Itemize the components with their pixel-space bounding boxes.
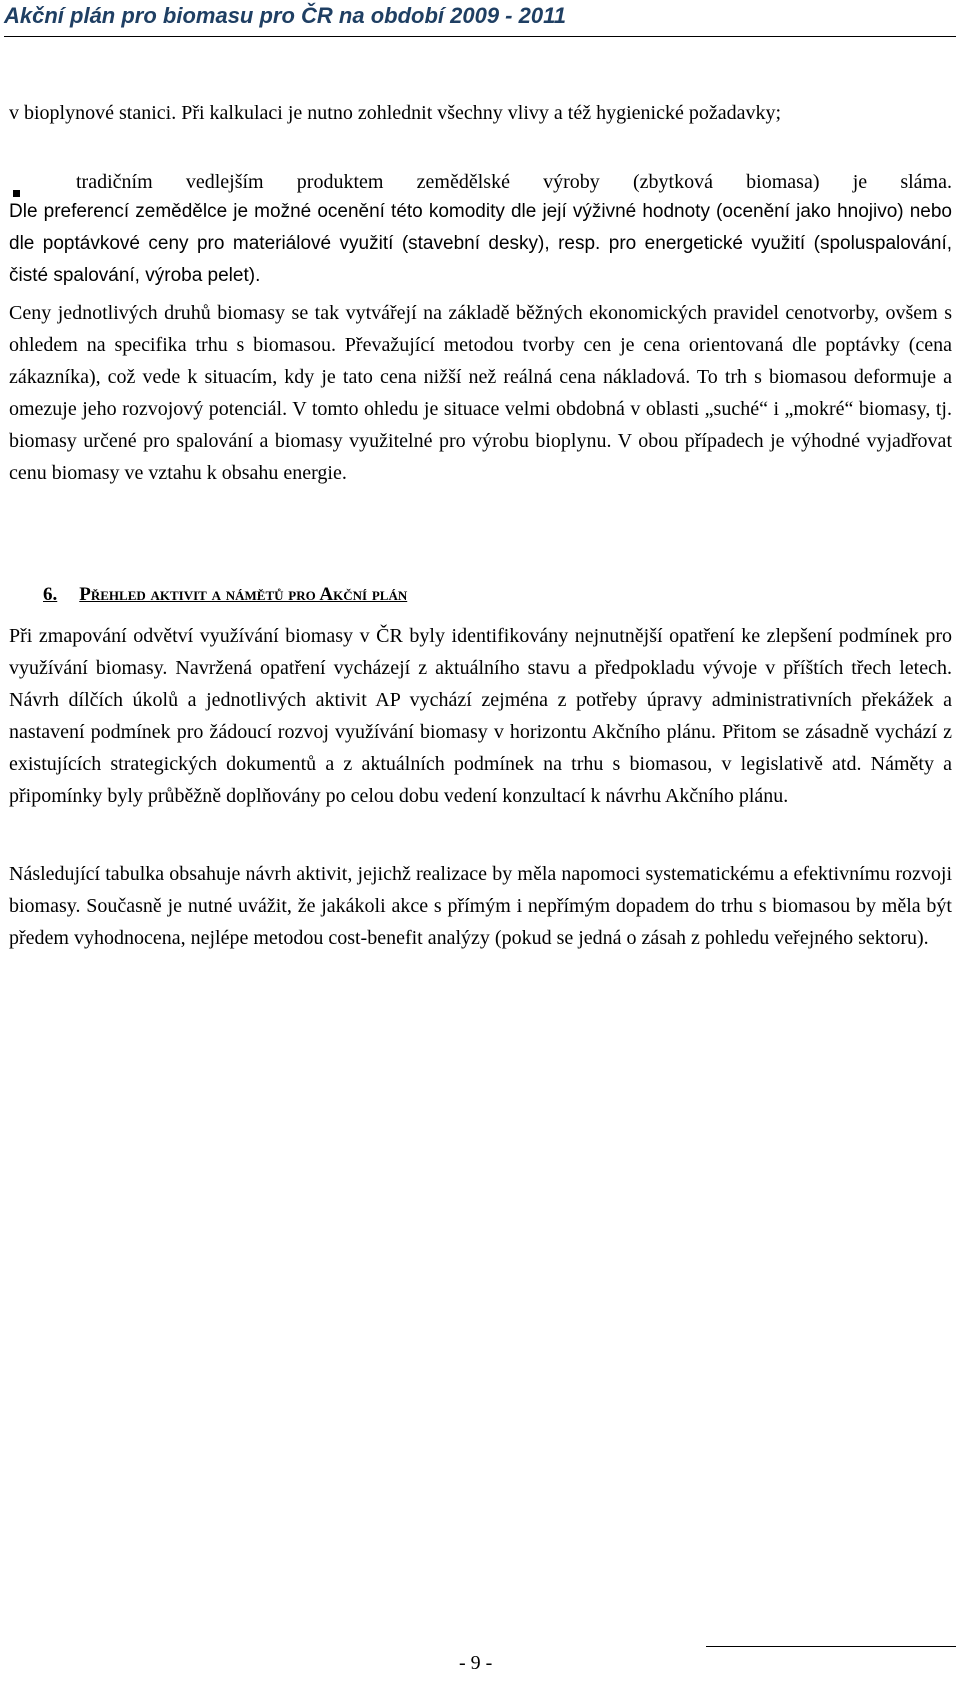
paragraph-tabulka: Následující tabulka obsahuje návrh aktivit, jejichž realizace by měla napomoci systematickému a efektivnímu rozvoji biomasy. Současně je nutné uvážit, že jakákoli akce s přímým i nepřímým dopadem do trhu s biomasou by měla být předem vyhodnocena, nejlépe metodou cost-benefit analýzy (pokud se jedná o zásah z pohledu veřejného sektoru). (9, 863, 952, 949)
paragraph-zmapovani: Při zmapování odvětví využívání biomasy v ČR byly identifikovány nejnutnější opatření ke zlepšení podmínek pro využívání biomasy. Navržená opatření vycházejí z aktuálního stavu a předpokladu vývoje v příštích třech letech. Návrh dílčích úkolů a jednotlivých aktivit AP vychází zejména z potřeby úpravy administrativních překážek a nastavení podmínek pro žádoucí rozvoj využívání biomasy v horizontu Akčního plánu. Přitom se zásadně vychází z existujících strategických dokumentů a z aktuálních podmínek na trhu s biomasou, v legislativě atd. Náměty a připomínky byly průběžně doplňovány po celou dobu vedení konzultací k návrhu Akčního plánu. (9, 625, 952, 807)
section-heading (43, 582, 407, 608)
footer-divider (706, 1646, 956, 1647)
paragraph-ceny-biomasy: Ceny jednotlivých druhů biomasy se tak vytvářejí na základě běžných ekonomických pravidel cenotvorby, ovšem s ohledem na specifika trhu s biomasou. Převažující metodou tvorby cen je cena orientovaná dle poptávky (cena zákazníka), což vede k situacím, kdy je tato cena nižší než reálná cena nákladová. To trh s biomasou deformuje a omezuje jeho rozvojový potenciál. V tomto ohledu je situace velmi obdobná v oblasti „suché“ i „mokré“ biomasy, tj. biomasy určené pro spalování a biomasy využitelné pro výrobu bioplynu. V obou případech je výhodné vyjadřovat cenu biomasy ve vztahu k obsahu energie. (9, 302, 952, 484)
page-number: - 9 - (459, 1652, 493, 1674)
document-header-title: Akční plán pro biomasu pro ČR na období 2009 - 2011 (4, 3, 566, 28)
section-number: 6. (43, 584, 58, 605)
section-title: Přehled aktivit a námětů pro Akční plán (79, 584, 408, 605)
paragraph-bioplyn-continuation: v bioplynové stanici. Při kalkulaci je nutno zohlednit všechny vlivy a též hygienické požadavky; (9, 102, 782, 124)
bullet-item-slama-continuation: Dle preferencí zemědělce je možné ocenění této komodity dle její výživné hodnoty (ocenění jako hnojivo) nebo dle poptávkové ceny pro materiálové využití (stavební desky), resp. pro energetické využití (spoluspalování, čisté spalování, výroba pelet). (9, 201, 952, 286)
header-divider (4, 36, 956, 37)
bullet-item-slama: tradičním vedlejším produktem zemědělské výroby (zbytková biomasa) je sláma. (76, 171, 952, 193)
